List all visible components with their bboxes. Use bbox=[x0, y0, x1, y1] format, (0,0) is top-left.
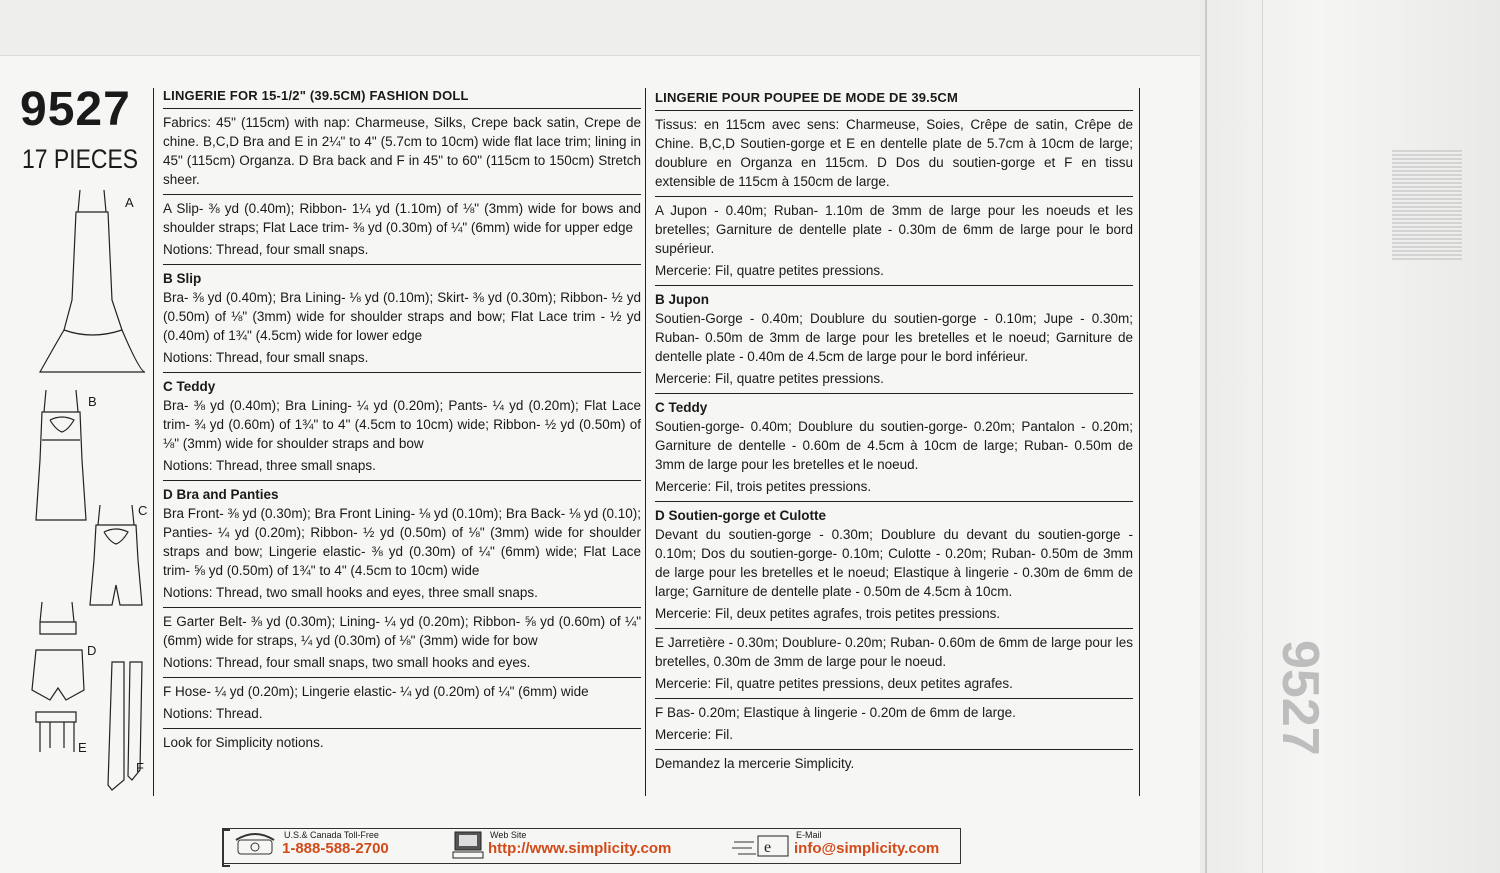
web-label: Web Site bbox=[490, 830, 527, 840]
flap-fold-line bbox=[1205, 0, 1207, 873]
english-f-text: F Hose- ¼ yd (0.20m); Lingerie elastic- ¼ yd (0.20m) of ¼" (6mm) wide bbox=[163, 684, 589, 699]
french-title: LINGERIE POUR POUPEE DE MODE DE 39.5CM bbox=[655, 90, 959, 105]
english-b-heading: B Slip bbox=[163, 271, 202, 286]
figure-label-a: A bbox=[125, 195, 134, 210]
middle-rule bbox=[645, 88, 646, 796]
piece-count: 17 PIECES bbox=[22, 144, 139, 174]
right-rule bbox=[1139, 88, 1140, 796]
flap-pattern-number: 9527 bbox=[1271, 640, 1329, 756]
slip-a-illustration bbox=[40, 190, 145, 372]
french-view-f bbox=[655, 698, 1133, 749]
computer-icon bbox=[452, 830, 486, 860]
email-icon bbox=[732, 830, 792, 860]
figure-label-f: F bbox=[136, 760, 144, 775]
english-fabrics-section bbox=[163, 108, 641, 194]
english-view-f bbox=[163, 677, 641, 728]
barcode bbox=[1392, 150, 1462, 260]
french-view-e bbox=[655, 628, 1133, 698]
french-e-notions: Mercerie: Fil, quatre petites pressions, deux petites agrafes. bbox=[655, 676, 1013, 691]
phone-label: U.S.& Canada Toll-Free bbox=[284, 830, 379, 840]
english-f-notions: Notions: Thread. bbox=[163, 706, 263, 721]
english-b-text: Bra- ⅜ yd (0.40m); Bra Lining- ⅛ yd (0.10m); Skirt- ⅜ yd (0.30m); Ribbon- ½ yd (0.50m) of ⅛" (3mm) wide for shoulder straps and bow; Flat Lace trim - ½ yd (0.40m) of 1¾" (4.5cm) wide for lower edge bbox=[163, 290, 641, 343]
email-block bbox=[732, 830, 940, 865]
french-b-heading: B Jupon bbox=[655, 292, 709, 307]
phone-number: 1-888-588-2700 bbox=[282, 840, 389, 857]
english-a-text: A Slip- ⅜ yd (0.40m); Ribbon- 1¼ yd (1.10m) of ⅛" (3mm) wide for bows and shoulder straps; Flat Lace trim- ⅜ yd (0.30m) of ¼" (6mm) wide for upper edge bbox=[163, 201, 641, 235]
teddy-c-illustration bbox=[90, 505, 142, 605]
french-c-notions: Mercerie: Fil, trois petites pressions. bbox=[655, 479, 872, 494]
french-f-notions: Mercerie: Fil. bbox=[655, 727, 734, 742]
english-view-b bbox=[163, 264, 641, 372]
panties-d-illustration bbox=[32, 650, 84, 700]
flap-fold-line-2 bbox=[1262, 0, 1263, 873]
french-a-text: A Jupon - 0.40m; Ruban- 1.10m de 3mm de large pour les noeuds et les bretelles; Garniture de dentelle plate - 0.30m de 6mm de large pour le bord supérieur. bbox=[655, 203, 1133, 256]
envelope-top-strip bbox=[0, 0, 1250, 56]
english-title: LINGERIE FOR 15-1/2" (39.5CM) FASHION DOLL bbox=[163, 88, 469, 103]
french-c-heading: C Teddy bbox=[655, 400, 708, 415]
french-b-text: Soutien-Gorge - 0.40m; Doublure du soutien-gorge - 0.10m; Jupe - 0.30m; Ruban- 0.50m de 3mm de large pour les bretelles et le noeud; Garniture de dentelle plate - 0.40m de 4.5cm de large pour le bord inférieur. bbox=[655, 311, 1133, 364]
bra-d-illustration bbox=[40, 602, 76, 634]
english-column bbox=[163, 86, 641, 757]
french-fabrics: Tissus: en 115cm avec sens: Charmeuse, Soies, Crêpe de satin, Crêpe de Chine. B,C,D Soutien-gorge et E en dentelle plate de 5.7cm à 10cm de large; doublure en Organza en 115cm. D Dos du soutien-gorge et F en tissu extensible de 115cm à 150cm de large. bbox=[655, 117, 1133, 189]
left-rule bbox=[153, 88, 154, 796]
french-footer: Demandez la mercerie Simplicity. bbox=[655, 756, 855, 771]
figure-label-e: E bbox=[78, 740, 87, 755]
french-e-text: E Jarretière - 0.30m; Doublure- 0.20m; Ruban- 0.60m de 6mm de large pour les bretelles, 0.30m de 3mm de large pour le noeud. bbox=[655, 635, 1133, 669]
english-d-text: Bra Front- ⅜ yd (0.30m); Bra Front Lining- ⅛ yd (0.10m); Bra Back- ⅛ yd (0.10); Panties- ¼ yd (0.20m); Ribbon- ½ yd (0.50m) of ⅛" (3mm) wide for shoulder straps and bow; Lingerie elastic- ⅜ yd (0.30m) of ¼" (6mm) wide; Flat Lace trim- ⅝ yd (0.50m) of 1¾" to 4" (4.5cm to 10cm) wide bbox=[163, 506, 641, 578]
french-view-b bbox=[655, 285, 1133, 393]
french-c-text: Soutien-gorge- 0.40m; Doublure du soutien-gorge- 0.20m; Pantalon - 0.20m; Garniture de dentelle - 0.60m de 4.5cm à 10cm de large; Ruban- 0.50m de 3mm de large pour les bretelles et le noeud. bbox=[655, 419, 1133, 472]
figure-label-d: D bbox=[87, 643, 97, 658]
french-d-text: Devant du soutien-gorge - 0.30m; Doublure du devant du soutien-gorge - 0.10m; Dos du soutien-gorge- 0.10m; Culotte - 0.20m; Ruban- 0.50m de 3mm de large pour les bretelles et le noeud; Elastique à lingerie - 0.30m de 6mm de large; Garniture de dentelle plate - 0.50m de 4.5cm à 10cm. bbox=[655, 527, 1133, 599]
french-fabrics-section bbox=[655, 110, 1133, 196]
envelope-flap bbox=[1200, 0, 1500, 873]
french-d-heading: D Soutien-gorge et Culotte bbox=[655, 508, 826, 523]
english-view-d bbox=[163, 480, 641, 607]
french-view-d bbox=[655, 501, 1133, 628]
english-d-notions: Notions: Thread, two small hooks and eyes, three small snaps. bbox=[163, 585, 538, 600]
english-footer: Look for Simplicity notions. bbox=[163, 735, 324, 750]
email-label: E-Mail bbox=[796, 830, 822, 840]
french-view-c bbox=[655, 393, 1133, 501]
telephone-icon bbox=[232, 830, 278, 858]
english-b-notions: Notions: Thread, four small snaps. bbox=[163, 350, 369, 365]
figure-label-c: C bbox=[138, 503, 148, 518]
svg-text:e: e bbox=[764, 839, 772, 856]
french-column bbox=[655, 88, 1133, 778]
english-view-c bbox=[163, 372, 641, 480]
slip-b-illustration bbox=[36, 390, 86, 520]
english-d-heading: D Bra and Panties bbox=[163, 487, 279, 502]
french-f-text: F Bas- 0.20m; Elastique à lingerie - 0.20m de 6mm de large. bbox=[655, 705, 1016, 720]
contact-box-bracket bbox=[222, 829, 230, 867]
english-c-text: Bra- ⅜ yd (0.40m); Bra Lining- ¼ yd (0.20m); Pants- ¼ yd (0.20m); Flat Lace trim- ¾ yd (0.60m) of 1¾" to 4" (4.5cm to 10cm) wide; Ribbon- ½ yd (0.50m) of ⅛" (3mm) wide for shoulder straps and bow bbox=[163, 398, 641, 451]
figure-label-b: B bbox=[88, 394, 97, 409]
french-view-a bbox=[655, 196, 1133, 285]
english-a-notions: Notions: Thread, four small snaps. bbox=[163, 242, 369, 257]
pattern-number: 9527 bbox=[20, 83, 131, 136]
english-c-notions: Notions: Thread, three small snaps. bbox=[163, 458, 376, 473]
french-b-notions: Mercerie: Fil, quatre petites pressions. bbox=[655, 371, 884, 386]
web-url: http://www.simplicity.com bbox=[488, 840, 672, 857]
french-a-notions: Mercerie: Fil, quatre petites pressions. bbox=[655, 263, 884, 278]
garter-e-illustration bbox=[36, 712, 76, 752]
english-view-e bbox=[163, 607, 641, 677]
french-footer-section bbox=[655, 749, 1133, 778]
english-footer-section bbox=[163, 728, 641, 757]
english-e-notions: Notions: Thread, four small snaps, two small hooks and eyes. bbox=[163, 655, 531, 670]
french-d-notions: Mercerie: Fil, deux petites agrafes, trois petites pressions. bbox=[655, 606, 1001, 621]
english-c-heading: C Teddy bbox=[163, 379, 216, 394]
english-e-text: E Garter Belt- ⅜ yd (0.30m); Lining- ¼ yd (0.20m); Ribbon- ⅝ yd (0.60m) of ¼" (6mm) wide for straps, ¼ yd (0.30m) of ⅛" (3mm) wide for bow bbox=[163, 614, 641, 648]
email-address: info@simplicity.com bbox=[794, 840, 940, 857]
web-block bbox=[452, 830, 672, 865]
phone-block bbox=[232, 830, 389, 863]
english-fabrics: Fabrics: 45" (115cm) with nap: Charmeuse, Silks, Crepe back satin, Crepe de chine. B,C,D Bra and E in 2¼" to 4" (5.7cm to 10cm) wide flat lace trim; lining in 45" (115cm) Organza. D Bra back and F in 45" to 60" (115cm to 150cm) Stretch sheer. bbox=[163, 115, 641, 187]
garment-illustrations bbox=[0, 0, 160, 800]
english-view-a bbox=[163, 194, 641, 264]
